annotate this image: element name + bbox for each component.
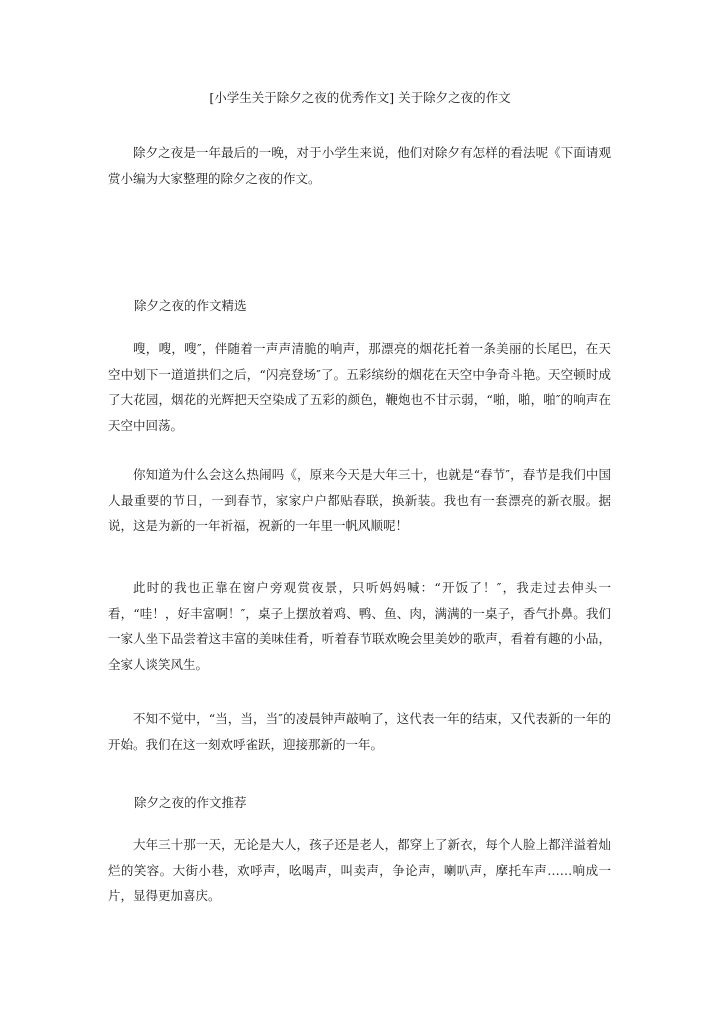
intro-paragraph: 除夕之夜是一年最后的一晚，对于小学生来说，他们对除夕有怎样的看法呢《下面请观赏小编为大家整理的除夕之夜的作文。	[108, 145, 611, 186]
section-heading-recommended: 除夕之夜的作文推荐	[134, 795, 247, 810]
section-heading-selected: 除夕之夜的作文精选	[134, 298, 247, 313]
paragraph-spring-festival: 你知道为什么会这么热闹吗《，原来今天是大年三十，也就是“春节″，春节是我们中国人最重要的节日，一到春节，家家户户都贴春联，换新装。我也有一套漂亮的新衣服。据说，这是为新的一年祈福，祝新的一年里一帆风顺呢！	[108, 467, 611, 533]
document-title: [小学生关于除夕之夜的优秀作文] 关于除夕之夜的作文	[209, 90, 511, 105]
paragraph-dinner: 此时的我也正靠在窗户旁观赏夜景，只听妈妈喊：“开饭了！″，我走过去伸头一看，“哇！，好丰富啊！″，桌子上摆放着鸡、鸭、鱼、肉，满满的一桌子，香气扑鼻。我们一家人坐下品尝着这丰富的美味佳肴，听着春节联欢晚会里美妙的歌声，看着有趣的小品，全家人谈笑风生。	[108, 580, 611, 672]
paragraph-new-year-eve-day: 大年三十那一天，无论是大人，孩子还是老人，都穿上了新衣，每个人脸上都洋溢着灿烂的笑容。大街小巷，欢呼声，吆喝声，叫卖声，争论声，喇叭声，摩托车声……响成一片，显得更加喜庆。	[108, 837, 611, 903]
paragraph-fireworks: 嗖，嗖，嗖″，伴随着一声声清脆的响声，那漂亮的烟花托着一条美丽的长尾巴，在天空中划下一道道拱们之后，“闪亮登场″了。五彩缤纷的烟花在天空中争奇斗艳。天空顿时成了大花园，烟花的光辉把天空染成了五彩的颜色，鞭炮也不甘示弱，“啪，啪，啪″的响声在天空中回荡。	[108, 341, 611, 433]
paragraph-midnight-bell: 不知不觉中，“当，当，当″的凌晨钟声敲响了，这代表一年的结束，又代表新的一年的开始。我们在这一刻欢呼雀跃，迎接那新的一年。	[108, 711, 611, 752]
